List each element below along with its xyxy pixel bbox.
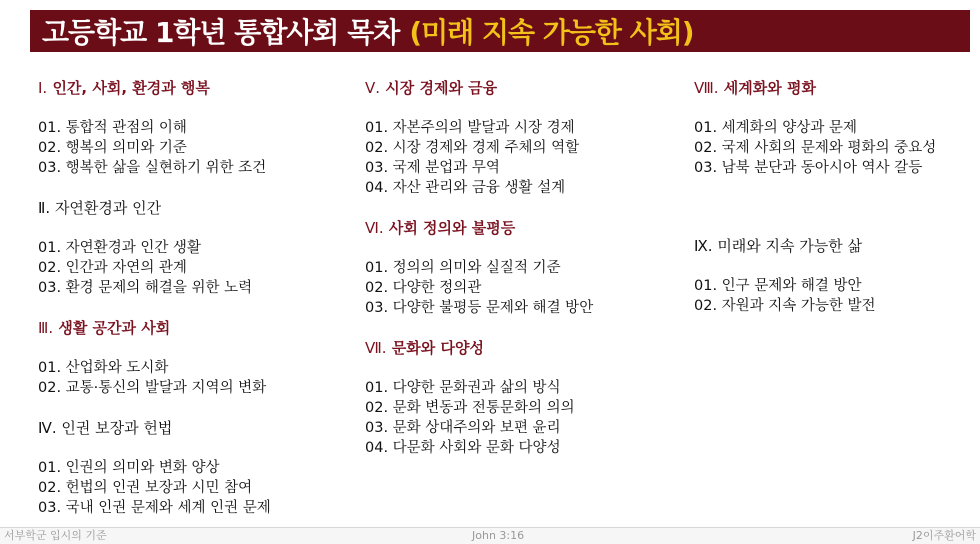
spacer <box>694 198 954 236</box>
chapter-heading <box>365 338 635 358</box>
footer-bar <box>0 527 980 544</box>
chapter-heading <box>694 78 954 98</box>
chapter-title: 문화와 다양성 <box>391 339 484 357</box>
chapter-heading <box>694 236 954 256</box>
title-bar <box>30 10 970 52</box>
list-item: 01. 자본주의의 발달과 시장 경제 <box>365 120 575 136</box>
chapter-item-list <box>38 238 338 298</box>
list-item: 03. 국내 인권 문제와 세계 인권 문제 <box>38 500 271 516</box>
list-item: 02. 시장 경제와 경제 주체의 역할 <box>365 140 580 156</box>
chapter-number: Ⅳ. <box>38 419 57 437</box>
list-item: 01. 통합적 관점의 이해 <box>38 120 187 136</box>
chapter-title: 미래와 지속 가능한 삶 <box>717 237 863 255</box>
footer-right-text: J2이주환어학 <box>912 529 976 542</box>
list-item: 04. 다문화 사회와 문화 다양성 <box>365 440 561 456</box>
list-item: 02. 국제 사회의 문제와 평화의 중요성 <box>694 140 937 156</box>
chapter-item-list <box>365 258 635 318</box>
list-item: 01. 산업화와 도시화 <box>38 360 169 376</box>
toc-column-1 <box>38 78 338 538</box>
chapter-item-list <box>694 276 954 316</box>
chapter-heading <box>38 78 338 98</box>
footer-middle-text: John 3:16 <box>472 529 525 542</box>
list-item: 02. 문화 변동과 전통문화의 의의 <box>365 400 575 416</box>
chapter-heading <box>365 218 635 238</box>
chapter-heading <box>38 198 338 218</box>
list-item: 01. 인구 문제와 해결 방안 <box>694 278 862 294</box>
chapter-number: Ⅴ. <box>365 79 381 97</box>
chapter-number: Ⅱ. <box>38 199 51 217</box>
list-item: 03. 문화 상대주의와 보편 윤리 <box>365 420 561 436</box>
chapter-title: 세계화와 평화 <box>723 79 816 97</box>
chapter-item-list <box>365 118 635 198</box>
chapter-item-list <box>38 358 338 398</box>
list-item: 01. 다양한 문화권과 삶의 방식 <box>365 380 561 396</box>
list-item: 01. 자연환경과 인간 생활 <box>38 240 201 256</box>
chapter-item-list <box>38 458 338 518</box>
chapter-number: Ⅰ. <box>38 79 48 97</box>
list-item: 01. 세계화의 양상과 문제 <box>694 120 857 136</box>
page-subtitle: (미래 지속 가능한 사회) <box>409 16 694 49</box>
chapter-item-list <box>38 118 338 178</box>
chapter-number: Ⅸ. <box>694 237 713 255</box>
chapter-number: Ⅵ. <box>365 219 384 237</box>
chapter-number: Ⅲ. <box>38 319 54 337</box>
chapter-title: 인권 보장과 헌법 <box>61 419 173 437</box>
chapter-heading <box>365 78 635 98</box>
chapter-title: 시장 경제와 금융 <box>385 79 498 97</box>
list-item: 03. 국제 분업과 무역 <box>365 160 500 176</box>
list-item: 04. 자산 관리와 금융 생활 설계 <box>365 180 566 196</box>
list-item: 03. 행복한 삶을 실현하기 위한 조건 <box>38 160 267 176</box>
page-title: 고등학교 1학년 통합사회 목차 <box>42 16 400 49</box>
list-item: 02. 다양한 정의관 <box>365 280 482 296</box>
list-item: 02. 헌법의 인권 보장과 시민 참여 <box>38 480 253 496</box>
list-item: 02. 자원과 지속 가능한 발전 <box>694 298 876 314</box>
chapter-item-list <box>365 378 635 458</box>
chapter-title: 자연환경과 인간 <box>54 199 162 217</box>
chapter-title: 인간, 사회, 환경과 행복 <box>52 79 210 97</box>
toc-column-3 <box>694 78 954 336</box>
list-item: 02. 인간과 자연의 관계 <box>38 260 187 276</box>
chapter-heading <box>38 318 338 338</box>
list-item: 03. 다양한 불평등 문제와 해결 방안 <box>365 300 594 316</box>
list-item: 02. 행복의 의미와 기준 <box>38 140 187 156</box>
chapter-item-list <box>694 118 954 178</box>
toc-column-2 <box>365 78 635 478</box>
footer-left-text: 서부학군 입시의 기준 <box>4 529 107 542</box>
chapter-title: 생활 공간과 사회 <box>58 319 171 337</box>
list-item: 01. 인권의 의미와 변화 양상 <box>38 460 220 476</box>
chapter-heading <box>38 418 338 438</box>
list-item: 01. 정의의 의미와 실질적 기준 <box>365 260 561 276</box>
chapter-title: 사회 정의와 불평등 <box>388 219 516 237</box>
list-item: 02. 교통·통신의 발달과 지역의 변화 <box>38 380 267 396</box>
list-item: 03. 남북 분단과 동아시아 역사 갈등 <box>694 160 923 176</box>
list-item: 03. 환경 문제의 해결을 위한 노력 <box>38 280 253 296</box>
chapter-number: Ⅶ. <box>365 339 387 357</box>
chapter-number: Ⅷ. <box>694 79 719 97</box>
